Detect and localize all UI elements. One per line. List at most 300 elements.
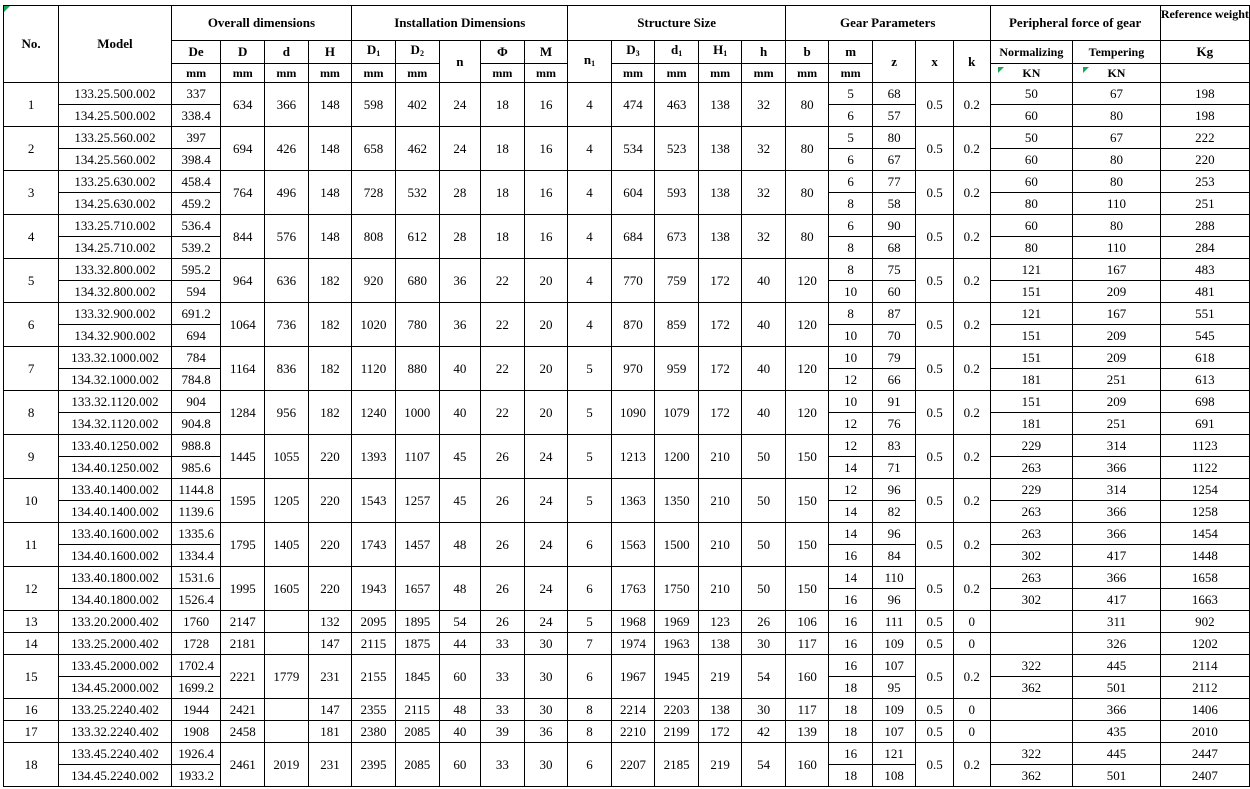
cell-h: 50 <box>742 523 786 567</box>
cell-n1: 4 <box>568 259 611 303</box>
cell-tempering: 251 <box>1073 369 1160 391</box>
cell-H1: 219 <box>698 743 742 787</box>
cell-H: 147 <box>308 633 352 655</box>
cell-D: 2147 <box>221 611 265 633</box>
cell-m: 14 <box>829 523 873 545</box>
cell-phi: 26 <box>481 435 525 479</box>
cell-d: 1055 <box>265 435 309 479</box>
cell-d: 1405 <box>265 523 309 567</box>
cell-m: 16 <box>829 655 873 677</box>
header-peripheral-force: Peripheral force of gear <box>990 6 1160 41</box>
cell-D: 844 <box>221 215 265 259</box>
cell-tempering: 366 <box>1073 523 1160 545</box>
cell-z: 79 <box>872 347 916 369</box>
cell-H1: 138 <box>698 633 742 655</box>
cell-d <box>265 721 309 743</box>
cell-x: 0.5 <box>916 655 954 699</box>
row-number: 16 <box>4 699 59 721</box>
cell-M: 30 <box>524 699 568 721</box>
cell-M: 16 <box>524 127 568 171</box>
cell-kg: 1406 <box>1160 699 1249 721</box>
cell-model: 134.25.560.002 <box>59 149 171 171</box>
table-row <box>4 303 1250 325</box>
cell-D: 2458 <box>221 721 265 743</box>
cell-z: 57 <box>872 105 916 127</box>
cell-k: 0.2 <box>953 127 990 171</box>
cell-kg: 284 <box>1160 237 1249 259</box>
cell-k: 0.2 <box>953 655 990 699</box>
cell-x: 0.5 <box>916 699 954 721</box>
header-reference-weight: Reference weight <box>1160 6 1249 41</box>
cell-b: 117 <box>785 633 829 655</box>
cell-d1: 523 <box>655 127 699 171</box>
cell-n: 28 <box>439 215 481 259</box>
cell-D3: 534 <box>611 127 655 171</box>
cell-kg: 1663 <box>1160 589 1249 611</box>
cell-D3: 474 <box>611 83 655 127</box>
col-M: M <box>524 41 568 64</box>
cell-n1: 8 <box>568 721 611 743</box>
cell-h: 26 <box>742 611 786 633</box>
cell-m: 5 <box>829 83 873 105</box>
cell-normalizing: 121 <box>990 303 1073 325</box>
cell-model: 133.25.560.002 <box>59 127 171 149</box>
cell-H: 182 <box>308 303 352 347</box>
cell-tempering: 326 <box>1073 633 1160 655</box>
row-number: 9 <box>4 435 59 479</box>
table-row <box>4 743 1250 765</box>
row-number: 2 <box>4 127 59 171</box>
cell-d: 366 <box>265 83 309 127</box>
cell-D1: 920 <box>352 259 396 303</box>
cell-x: 0.5 <box>916 391 954 435</box>
cell-k: 0.2 <box>953 347 990 391</box>
cell-D3: 1967 <box>611 655 655 699</box>
cell-d: 496 <box>265 171 309 215</box>
cell-tempering: 167 <box>1073 303 1160 325</box>
cell-tempering: 167 <box>1073 259 1160 281</box>
col-x: x <box>916 41 954 83</box>
cell-model: 134.32.1000.002 <box>59 369 171 391</box>
cell-z: 67 <box>872 149 916 171</box>
cell-normalizing: 229 <box>990 479 1073 501</box>
cell-De: 594 <box>171 281 221 303</box>
cell-phi: 18 <box>481 83 525 127</box>
col-H: H <box>308 41 352 64</box>
row-number: 18 <box>4 743 59 787</box>
cell-n1: 4 <box>568 83 611 127</box>
cell-kg: 1122 <box>1160 457 1249 479</box>
cell-x: 0.5 <box>916 743 954 787</box>
cell-b: 80 <box>785 127 829 171</box>
cell-D3: 684 <box>611 215 655 259</box>
cell-H: 147 <box>308 699 352 721</box>
cell-phi: 26 <box>481 567 525 611</box>
cell-M: 36 <box>524 721 568 743</box>
cell-H1: 138 <box>698 699 742 721</box>
cell-tempering: 80 <box>1073 171 1160 193</box>
cell-kg: 253 <box>1160 171 1249 193</box>
cell-De: 988.8 <box>171 435 221 457</box>
cell-kg: 698 <box>1160 391 1249 413</box>
cell-normalizing: 50 <box>990 83 1073 105</box>
cell-z: 66 <box>872 369 916 391</box>
cell-normalizing <box>990 721 1073 743</box>
cell-De: 1944 <box>171 699 221 721</box>
cell-De: 1526.4 <box>171 589 221 611</box>
cell-m: 6 <box>829 171 873 193</box>
cell-b: 160 <box>785 655 829 699</box>
table-row <box>4 567 1250 589</box>
col-n1: $n_1$ <box>568 41 611 83</box>
cell-d <box>265 699 309 721</box>
cell-model: 134.25.710.002 <box>59 237 171 259</box>
cell-tempering: 110 <box>1073 237 1160 259</box>
cell-x: 0.5 <box>916 347 954 391</box>
cell-m: 6 <box>829 149 873 171</box>
row-number: 10 <box>4 479 59 523</box>
table-row <box>4 479 1250 501</box>
cell-x: 0.5 <box>916 435 954 479</box>
cell-z: 107 <box>872 721 916 743</box>
col-D: D <box>221 41 265 64</box>
cell-d1: 1963 <box>655 633 699 655</box>
cell-De: 784.8 <box>171 369 221 391</box>
cell-tempering: 501 <box>1073 677 1160 699</box>
cell-n: 48 <box>439 567 481 611</box>
cell-De: 1702.4 <box>171 655 221 677</box>
cell-b: 80 <box>785 171 829 215</box>
cell-tempering: 80 <box>1073 105 1160 127</box>
cell-M: 24 <box>524 611 568 633</box>
cell-n1: 4 <box>568 127 611 171</box>
cell-k: 0.2 <box>953 479 990 523</box>
cell-normalizing: 60 <box>990 149 1073 171</box>
cell-tempering: 209 <box>1073 347 1160 369</box>
cell-b: 80 <box>785 83 829 127</box>
unit-mm: mm <box>395 64 439 83</box>
cell-De: 1335.6 <box>171 523 221 545</box>
cell-D3: 1090 <box>611 391 655 435</box>
cell-normalizing: 362 <box>990 765 1073 787</box>
cell-z: 76 <box>872 413 916 435</box>
cell-H1: 123 <box>698 611 742 633</box>
cell-normalizing: 181 <box>990 413 1073 435</box>
cell-x: 0.5 <box>916 523 954 567</box>
cell-model: 133.32.800.002 <box>59 259 171 281</box>
cell-kg: 1258 <box>1160 501 1249 523</box>
unit-mm: mm <box>785 64 829 83</box>
cell-k: 0.2 <box>953 567 990 611</box>
cell-normalizing: 151 <box>990 281 1073 303</box>
cell-tempering: 366 <box>1073 501 1160 523</box>
cell-marker-icon <box>1083 67 1089 73</box>
cell-model: 134.40.1250.002 <box>59 457 171 479</box>
cell-D1: 2115 <box>352 633 396 655</box>
cell-phi: 33 <box>481 743 525 787</box>
row-number: 5 <box>4 259 59 303</box>
cell-De: 1139.6 <box>171 501 221 523</box>
unit-mm: mm <box>611 64 655 83</box>
cell-n1: 6 <box>568 567 611 611</box>
cell-x: 0.5 <box>916 215 954 259</box>
header-model: Model <box>59 6 171 83</box>
cell-D2: 1657 <box>395 567 439 611</box>
cell-model: 133.32.1000.002 <box>59 347 171 369</box>
cell-model: 133.45.2240.402 <box>59 743 171 765</box>
cell-tempering: 209 <box>1073 391 1160 413</box>
cell-kg: 251 <box>1160 193 1249 215</box>
cell-m: 10 <box>829 325 873 347</box>
cell-tempering: 445 <box>1073 743 1160 765</box>
cell-b: 150 <box>785 523 829 567</box>
cell-kg: 198 <box>1160 105 1249 127</box>
cell-H1: 210 <box>698 479 742 523</box>
cell-model: 134.32.1120.002 <box>59 413 171 435</box>
cell-m: 5 <box>829 127 873 149</box>
row-number: 15 <box>4 655 59 699</box>
cell-kg: 618 <box>1160 347 1249 369</box>
cell-normalizing: 263 <box>990 501 1073 523</box>
row-number: 3 <box>4 171 59 215</box>
cell-d <box>265 611 309 633</box>
cell-D: 1795 <box>221 523 265 567</box>
row-number: 7 <box>4 347 59 391</box>
row-number: 11 <box>4 523 59 567</box>
cell-h: 50 <box>742 435 786 479</box>
bearing-spec-table <box>3 5 1250 787</box>
cell-d1: 463 <box>655 83 699 127</box>
unit-mm: mm <box>221 64 265 83</box>
cell-kg: 691 <box>1160 413 1249 435</box>
unit-mm: mm <box>742 64 786 83</box>
cell-tempering: 417 <box>1073 545 1160 567</box>
cell-De: 1908 <box>171 721 221 743</box>
unit-mm: mm <box>481 64 525 83</box>
cell-kg: 551 <box>1160 303 1249 325</box>
cell-z: 95 <box>872 677 916 699</box>
cell-k: 0.2 <box>953 303 990 347</box>
cell-normalizing <box>990 611 1073 633</box>
cell-z: 110 <box>872 567 916 589</box>
cell-d: 636 <box>265 259 309 303</box>
cell-H: 220 <box>308 567 352 611</box>
cell-z: 75 <box>872 259 916 281</box>
cell-kg: 288 <box>1160 215 1249 237</box>
col-b: b <box>785 41 829 64</box>
cell-phi: 26 <box>481 523 525 567</box>
cell-phi: 22 <box>481 259 525 303</box>
unit-mm: mm <box>655 64 699 83</box>
cell-H1: 172 <box>698 303 742 347</box>
cell-De: 398.4 <box>171 149 221 171</box>
cell-D3: 1763 <box>611 567 655 611</box>
cell-tempering: 435 <box>1073 721 1160 743</box>
cell-tempering: 209 <box>1073 281 1160 303</box>
cell-D1: 1543 <box>352 479 396 523</box>
table-row <box>4 633 1250 655</box>
cell-D1: 1240 <box>352 391 396 435</box>
row-number: 13 <box>4 611 59 633</box>
cell-D3: 1974 <box>611 633 655 655</box>
cell-H: 182 <box>308 259 352 303</box>
cell-h: 50 <box>742 479 786 523</box>
cell-D1: 808 <box>352 215 396 259</box>
cell-De: 1760 <box>171 611 221 633</box>
cell-k: 0 <box>953 699 990 721</box>
cell-H: 220 <box>308 479 352 523</box>
cell-n1: 5 <box>568 611 611 633</box>
table-row <box>4 347 1250 369</box>
cell-model: 133.25.710.002 <box>59 215 171 237</box>
cell-H: 181 <box>308 721 352 743</box>
cell-model: 134.32.900.002 <box>59 325 171 347</box>
cell-normalizing <box>990 699 1073 721</box>
cell-d: 956 <box>265 391 309 435</box>
cell-k: 0.2 <box>953 435 990 479</box>
cell-model: 133.40.1800.002 <box>59 567 171 589</box>
cell-n: 40 <box>439 391 481 435</box>
cell-n: 24 <box>439 83 481 127</box>
cell-normalizing: 302 <box>990 545 1073 567</box>
cell-n: 40 <box>439 347 481 391</box>
cell-H1: 172 <box>698 391 742 435</box>
cell-x: 0.5 <box>916 83 954 127</box>
cell-k: 0 <box>953 611 990 633</box>
cell-tempering: 366 <box>1073 457 1160 479</box>
cell-n1: 5 <box>568 347 611 391</box>
cell-D: 634 <box>221 83 265 127</box>
cell-M: 24 <box>524 523 568 567</box>
cell-tempering: 311 <box>1073 611 1160 633</box>
cell-M: 30 <box>524 633 568 655</box>
table-row <box>4 171 1250 193</box>
cell-kg: 2010 <box>1160 721 1249 743</box>
cell-z: 107 <box>872 655 916 677</box>
cell-n: 48 <box>439 523 481 567</box>
col-h: h <box>742 41 786 64</box>
cell-kg: 2114 <box>1160 655 1249 677</box>
cell-H: 182 <box>308 347 352 391</box>
unit-kn: KN <box>990 64 1073 83</box>
cell-m: 18 <box>829 677 873 699</box>
cell-model: 134.45.2000.002 <box>59 677 171 699</box>
cell-H: 132 <box>308 611 352 633</box>
header-structure-size: Structure Size <box>568 6 786 41</box>
cell-De: 458.4 <box>171 171 221 193</box>
cell-D2: 532 <box>395 171 439 215</box>
cell-model: 133.25.630.002 <box>59 171 171 193</box>
cell-H1: 138 <box>698 171 742 215</box>
cell-n: 45 <box>439 479 481 523</box>
cell-m: 16 <box>829 589 873 611</box>
cell-n1: 6 <box>568 655 611 699</box>
cell-d1: 593 <box>655 171 699 215</box>
cell-phi: 33 <box>481 655 525 699</box>
header-no: No. <box>4 6 59 83</box>
col-H1: $H_1$ <box>698 41 742 64</box>
col-n: n <box>439 41 481 83</box>
cell-x: 0.5 <box>916 259 954 303</box>
cell-H1: 172 <box>698 259 742 303</box>
col-d1: $d_1$ <box>655 41 699 64</box>
cell-tempering: 314 <box>1073 479 1160 501</box>
cell-n: 45 <box>439 435 481 479</box>
cell-z: 58 <box>872 193 916 215</box>
cell-phi: 22 <box>481 391 525 435</box>
cell-b: 120 <box>785 259 829 303</box>
cell-d: 2019 <box>265 743 309 787</box>
cell-De: 691.2 <box>171 303 221 325</box>
cell-D2: 1107 <box>395 435 439 479</box>
cell-b: 160 <box>785 743 829 787</box>
cell-model: 133.25.500.002 <box>59 83 171 105</box>
cell-x: 0.5 <box>916 127 954 171</box>
cell-m: 16 <box>829 611 873 633</box>
cell-m: 18 <box>829 721 873 743</box>
cell-normalizing: 80 <box>990 237 1073 259</box>
cell-kg: 613 <box>1160 369 1249 391</box>
cell-D: 764 <box>221 171 265 215</box>
cell-D3: 1968 <box>611 611 655 633</box>
cell-tempering: 501 <box>1073 765 1160 787</box>
header-installation-dimensions: Installation Dimensions <box>352 6 568 41</box>
cell-D2: 2115 <box>395 699 439 721</box>
cell-H1: 172 <box>698 721 742 743</box>
cell-M: 20 <box>524 391 568 435</box>
cell-model: 134.40.1400.002 <box>59 501 171 523</box>
table-row <box>4 655 1250 677</box>
cell-D1: 1120 <box>352 347 396 391</box>
col-d: d <box>265 41 309 64</box>
cell-m: 16 <box>829 633 873 655</box>
cell-tempering: 80 <box>1073 215 1160 237</box>
cell-H1: 210 <box>698 567 742 611</box>
cell-h: 50 <box>742 567 786 611</box>
cell-b: 120 <box>785 347 829 391</box>
cell-kg: 198 <box>1160 83 1249 105</box>
cell-D2: 780 <box>395 303 439 347</box>
cell-De: 338.4 <box>171 105 221 127</box>
cell-normalizing: 263 <box>990 457 1073 479</box>
cell-H1: 219 <box>698 655 742 699</box>
cell-z: 70 <box>872 325 916 347</box>
cell-D: 694 <box>221 127 265 171</box>
cell-D2: 680 <box>395 259 439 303</box>
cell-d1: 1079 <box>655 391 699 435</box>
cell-normalizing: 362 <box>990 677 1073 699</box>
cell-d1: 759 <box>655 259 699 303</box>
cell-d1: 1200 <box>655 435 699 479</box>
cell-model: 133.25.2000.402 <box>59 633 171 655</box>
col-tempering: Tempering <box>1073 41 1160 64</box>
row-number: 6 <box>4 303 59 347</box>
cell-D2: 1457 <box>395 523 439 567</box>
cell-phi: 33 <box>481 699 525 721</box>
cell-m: 8 <box>829 259 873 281</box>
cell-k: 0.2 <box>953 743 990 787</box>
cell-D3: 770 <box>611 259 655 303</box>
cell-normalizing: 60 <box>990 105 1073 127</box>
cell-De: 595.2 <box>171 259 221 281</box>
cell-D3: 1563 <box>611 523 655 567</box>
col-normalizing: Normalizing <box>990 41 1073 64</box>
cell-M: 16 <box>524 83 568 127</box>
cell-M: 24 <box>524 479 568 523</box>
cell-D3: 970 <box>611 347 655 391</box>
unit-mm: mm <box>171 64 221 83</box>
unit-mm: mm <box>308 64 352 83</box>
